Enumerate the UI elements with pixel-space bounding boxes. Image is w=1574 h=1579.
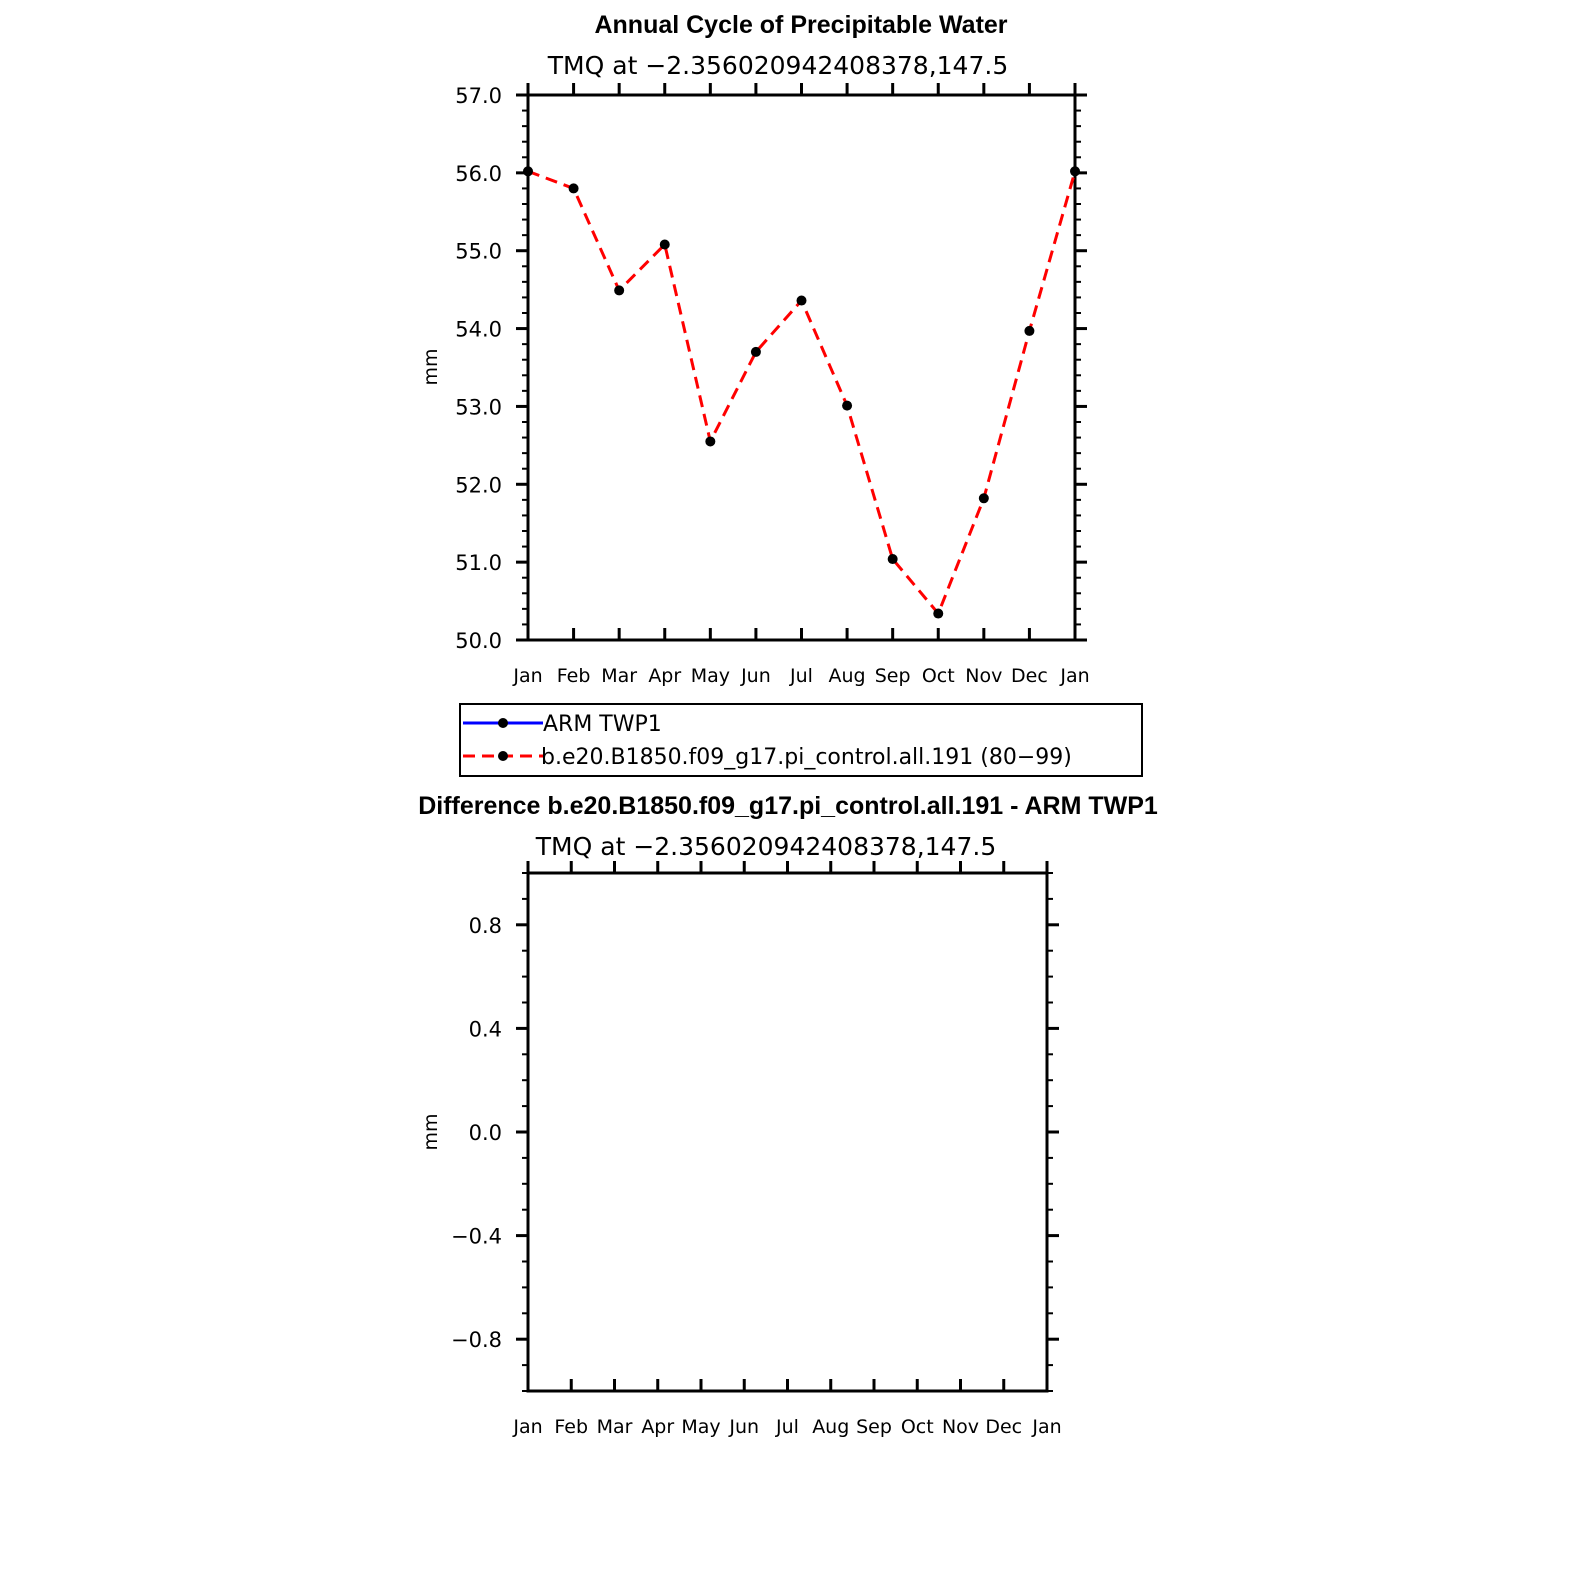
series-point [842, 401, 852, 411]
series-point [614, 285, 624, 295]
legend-marker-arm [498, 718, 508, 728]
y-tick-label: 51.0 [455, 551, 502, 576]
x-tick-label: Sep [856, 1416, 892, 1438]
x-tick-label: Feb [556, 665, 591, 687]
x-tick-label: Jan [1060, 665, 1090, 687]
x-tick-label: Apr [648, 665, 682, 687]
y-tick-label: 50.0 [455, 629, 502, 653]
x-tick-label: Jul [776, 1416, 799, 1438]
series-point [660, 239, 670, 249]
legend-marker-model [498, 751, 508, 761]
chart1-subtitle: TMQ at −2.356020942408378,147.5 [547, 51, 1009, 80]
x-tick-label: Oct [900, 1416, 934, 1438]
x-tick-label: Nov [941, 1416, 980, 1438]
chart2-title: Difference b.e20.B1850.f09_g17.pi_control.all.191 - ARM TWP1 [418, 792, 1158, 820]
series-point [751, 347, 761, 357]
y-tick-label: 52.0 [455, 473, 502, 498]
y-tick-label: 53.0 [455, 395, 502, 420]
chart1-y-axis-label: mm [420, 348, 442, 386]
chart1-title: Annual Cycle of Precipitable Water [594, 11, 1008, 39]
series-point [1070, 166, 1080, 176]
y-tick-label: 0.8 [468, 913, 502, 938]
x-tick-label: Oct [921, 665, 955, 687]
chart2-y-axis-label: mm [420, 1113, 442, 1151]
x-tick-label: Dec [985, 1416, 1023, 1438]
y-tick-label: −0.4 [451, 1224, 502, 1249]
x-tick-label: Dec [1011, 665, 1048, 687]
y-tick-label: 56.0 [455, 161, 502, 186]
chart2-plot-frame [528, 873, 1047, 1391]
series-point [888, 554, 898, 564]
x-tick-label: Jul [790, 665, 813, 687]
x-tick-label: Sep [874, 665, 911, 687]
chart2-ticks [516, 861, 1059, 1391]
chart1-legend [460, 704, 1142, 776]
x-tick-label: Nov [965, 665, 1003, 687]
x-tick-label: Mar [596, 1416, 633, 1438]
x-tick-label: Feb [554, 1416, 589, 1438]
x-tick-label: Jan [513, 665, 543, 687]
chart2-subtitle: TMQ at −2.356020942408378,147.5 [535, 832, 997, 861]
chart2-x-tick-labels [512, 1416, 1061, 1438]
x-tick-label: Aug [812, 1416, 850, 1438]
series-point [523, 166, 533, 176]
chart1-y-tick-labels [455, 84, 502, 653]
series-point [705, 436, 715, 446]
x-tick-label: Jan [1032, 1416, 1062, 1438]
series-point [797, 296, 807, 306]
x-tick-label: Mar [601, 665, 638, 687]
y-tick-label: 55.0 [455, 239, 502, 264]
series-point [1024, 326, 1034, 336]
series-point [569, 183, 579, 193]
chart1-ticks [516, 83, 1087, 640]
y-tick-label: 54.0 [455, 317, 502, 342]
chart1-plot-frame [528, 95, 1075, 640]
series-point [979, 493, 989, 503]
chart-annual-cycle [420, 11, 1142, 776]
y-tick-label: 0.4 [468, 1017, 502, 1042]
y-tick-label: −0.8 [451, 1328, 502, 1353]
series-point [933, 609, 943, 619]
chart1-x-tick-labels [512, 665, 1089, 687]
x-tick-label: Jun [741, 665, 771, 687]
legend-label-arm: ARM TWP1 [543, 712, 662, 737]
chart1-series [523, 166, 1080, 618]
y-tick-label: 0.0 [468, 1121, 502, 1145]
series-line-1 [528, 171, 1075, 613]
x-tick-label: May [681, 1416, 721, 1438]
y-tick-label: 57.0 [455, 84, 502, 108]
x-tick-label: May [690, 665, 730, 687]
x-tick-label: Jun [729, 1416, 760, 1438]
x-tick-label: Jan [513, 1416, 543, 1438]
x-tick-label: Apr [641, 1416, 675, 1438]
legend-label-model: b.e20.B1850.f09_g17.pi_control.all.191 (80−99) [541, 745, 1072, 770]
x-tick-label: Aug [828, 665, 866, 687]
chart2-y-tick-labels [451, 914, 502, 1352]
chart-difference [418, 792, 1158, 1438]
